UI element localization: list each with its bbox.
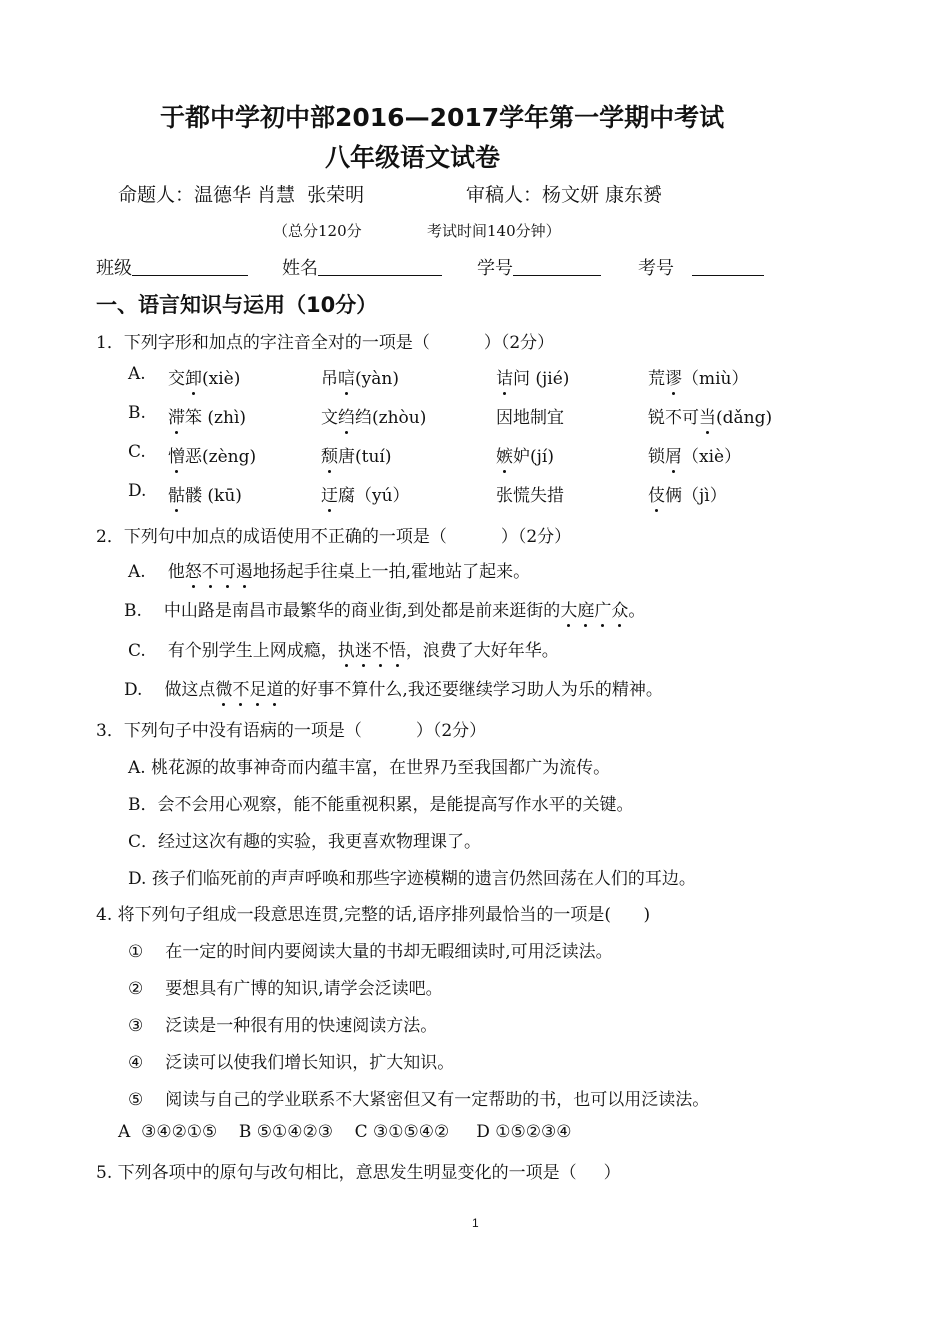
option-label: C. — [128, 641, 146, 661]
class-label: 班级 — [96, 258, 132, 279]
q2-option-c: C. 有个别学生上网成瘾，执迷不悟，浪费了大好年华。 — [128, 636, 559, 661]
sentence-text: 泛读是一种很有用的快速阅读方法。 — [165, 1016, 438, 1036]
q2-option-a: A. 他怒不可遏地扬起手往桌上一拍,霍地站了起来。 — [128, 557, 530, 582]
question-2-stem: 2．下列句中加点的成语使用不正确的一项是（ ）（2分） — [96, 527, 572, 547]
option-text: 他 — [167, 562, 185, 582]
exam-no-blank[interactable] — [692, 255, 764, 276]
page-number: 1 — [472, 1216, 479, 1230]
q1-row-a-item-3: 诘问 (jié) — [496, 364, 569, 389]
option-text: 。 — [628, 601, 646, 621]
setters-names: 温德华 肖慧 张荣明 — [194, 184, 365, 206]
q1-row-a-item-2: 吊唁(yàn) — [321, 364, 399, 389]
q1-row-c-item-4: 锁屑（xiè） — [648, 442, 741, 467]
option-text: 中山路是南昌市最繁华的商业街,到处都是前来逛街的 — [163, 601, 561, 621]
reviewers-names: 杨文妍 康东赟 — [542, 184, 663, 206]
q4-sentence-2 — [128, 974, 443, 999]
q1-row-c-item-1: 憎恶(zèng) — [168, 442, 256, 467]
q1-row-a-item-4: 荒谬（miù） — [648, 364, 749, 389]
sentence-text: 在一定的时间内要阅读大量的书却无暇细读时,可用泛读法。 — [165, 942, 613, 962]
option-text: ，浪费了大好年华。 — [405, 641, 559, 661]
q2-option-d: D. 做这点微不足道的好事不算什么,我还要继续学习助人为乐的精神。 — [124, 675, 663, 700]
exam-no-field — [638, 254, 764, 280]
exam-title: 于都中学初中部2016—2017学年第一学期中考试 — [160, 103, 725, 132]
q1-row-d-item-4: 伎俩（jì） — [648, 481, 727, 506]
option-label: A. — [128, 562, 146, 582]
sentence-text: 阅读与自己的学业联系不大紧密但又有一定帮助的书，也可以用泛读法。 — [165, 1090, 710, 1110]
option-text: 地扬起手往桌上一拍,霍地站了起来。 — [252, 562, 531, 582]
q1-row-c-item-2: 颓唐(tuí) — [321, 442, 391, 467]
sentence-text: 泛读可以使我们增长知识，扩大知识。 — [165, 1053, 455, 1073]
option-label: D. — [124, 680, 143, 700]
exam-no-label: 考号 — [638, 258, 674, 279]
sentence-number: ④ — [128, 1053, 144, 1073]
name-field — [282, 254, 442, 280]
q1-row-b-item-4: 锐不可当(dǎng) — [648, 403, 772, 428]
setters-line — [118, 180, 364, 207]
sentence-number: ⑤ — [128, 1090, 144, 1110]
sentence-text: 要想具有广博的知识,请学会泛读吧。 — [165, 979, 443, 999]
student-no-blank[interactable] — [513, 255, 601, 276]
q1-row-b-item-1: 滞笨 (zhì) — [168, 403, 246, 428]
q1-row-d-item-3: 张慌失措 — [496, 486, 564, 506]
q3-option-c: C．经过这次有趣的实验，我更喜欢物理课了。 — [128, 832, 482, 852]
q3-option-d: D. 孩子们临死前的声声呼唤和那些字迹模糊的遗言仍然回荡在人们的耳边。 — [128, 869, 696, 889]
time-info: 考试时间140分钟） — [427, 222, 561, 240]
q1-row-a-label: A. — [128, 364, 146, 384]
q1-row-a-item-1: 交卸(xiè) — [168, 364, 240, 389]
section-heading: 一、语言知识与运用（10分） — [96, 293, 378, 317]
name-blank[interactable] — [318, 255, 442, 276]
question-3-stem: 3．下列句子中没有语病的一项是（ ）（2分） — [96, 721, 487, 741]
option-text: 的好事不算什么,我还要继续学习助人为乐的精神。 — [283, 680, 663, 700]
q1-row-c-label: C. — [128, 442, 146, 462]
setters-label: 命题人： — [118, 184, 195, 206]
class-field — [96, 254, 248, 280]
q3-option-a: A. 桃花源的故事神奇而内蕴丰富，在世界乃至我国都广为流传。 — [128, 758, 611, 778]
sentence-number: ② — [128, 979, 144, 999]
q1-row-c-item-3: 嫉妒(jí) — [496, 442, 554, 467]
reviewers-line — [466, 180, 662, 207]
q3-option-b: B．会不会用心观察，能不能重视积累，是能提高写作水平的关键。 — [128, 795, 634, 815]
name-label: 姓名 — [282, 258, 318, 279]
student-no-label: 学号 — [477, 258, 513, 279]
q1-row-d-item-1: 骷髅 (kū) — [168, 481, 242, 506]
class-blank[interactable] — [132, 255, 248, 276]
q4-sentence-1 — [128, 937, 613, 962]
q1-row-b-item-3: 因地制宜 — [496, 408, 564, 428]
option-text: 做这点 — [164, 680, 216, 700]
sentence-number: ① — [128, 942, 144, 962]
q4-sentence-3 — [128, 1011, 437, 1036]
question-1-stem: 1．下列字形和加点的字注音全对的一项是（ ）（2分） — [96, 333, 555, 353]
q1-row-b-label: B. — [128, 403, 146, 423]
q2-option-b: B. 中山路是南昌市最繁华的商业街,到处都是前来逛街的大庭广众。 — [124, 596, 645, 621]
student-no-field — [477, 254, 601, 280]
exam-subtitle: 八年级语文试卷 — [325, 143, 501, 172]
option-label: B. — [124, 601, 142, 621]
q1-row-b-item-2: 文绉绉(zhòu) — [321, 403, 426, 428]
q4-choices: A ③④②①⑤ B ⑤①④②③ C ③①⑤④② D ①⑤②③④ — [118, 1122, 572, 1142]
sentence-number: ③ — [128, 1016, 144, 1036]
q4-sentence-4 — [128, 1048, 454, 1073]
q1-row-d-item-2: 迂腐（yú） — [321, 481, 410, 506]
option-text: 有个别学生上网成瘾， — [167, 641, 338, 661]
q4-sentence-5 — [128, 1085, 709, 1110]
reviewers-label: 审稿人： — [466, 184, 543, 206]
q1-row-d-label: D. — [128, 481, 147, 501]
question-5-stem: 5. 下列各项中的原句与改句相比，意思发生明显变化的一项是（ ） — [96, 1163, 621, 1183]
score-info: （总分120分 — [273, 222, 362, 240]
question-4-stem: 4. 将下列句子组成一段意思连贯,完整的话,语序排列最恰当的一项是( ) — [96, 905, 651, 925]
